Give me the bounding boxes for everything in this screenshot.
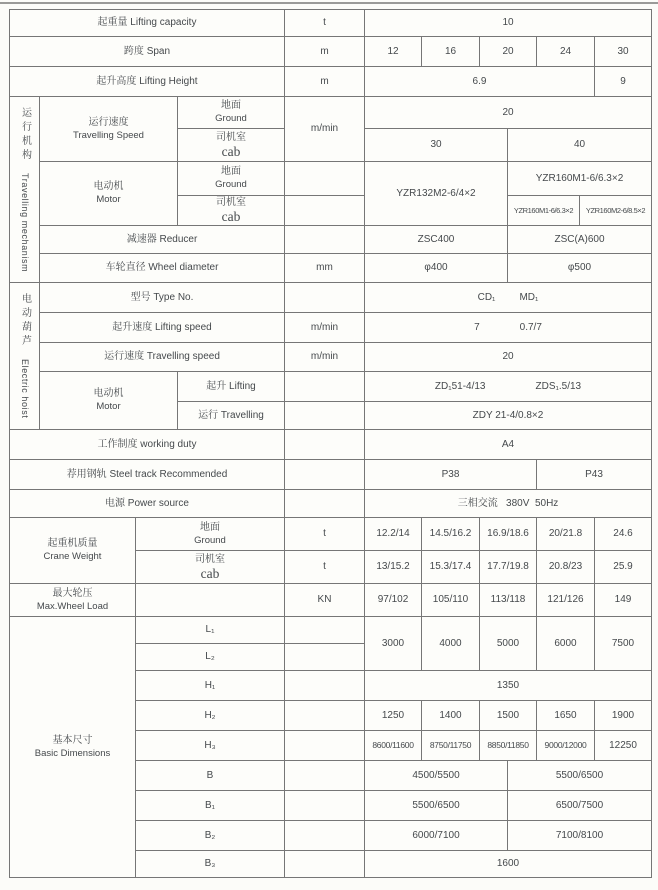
span-value: 30 [594,36,651,66]
dim-b3-value: 1600 [364,850,651,877]
dim-row-label-b3: B₃ [135,850,284,877]
wheel-load-spacer [135,583,284,616]
crane-weight-ground-value: 16.9/18.6 [479,517,536,550]
hoist-motor-unit-travel [284,401,364,429]
dim-row-label-l1: L₁ [135,616,284,643]
power-source-label: 电源 Power source [9,489,284,517]
hoist-travel-speed-label: 运行速度 Travelling speed [39,342,284,371]
travel-speed-label-zh: 运行速度 [88,116,129,128]
cab-label-en: cab [221,209,241,225]
travel-motor-value-right-top: YZR160M1-6/6.3×2 [507,161,651,195]
travel-motor-value-right-bottom-left: YZR160M1-6/6.3×2 [507,195,579,225]
dim-h3-value: 8750/11750 [421,730,479,760]
capacity-value: 10 [364,9,651,36]
dim-b1-value: 6500/7500 [507,790,651,820]
dim-row-label-b1: B₁ [135,790,284,820]
dim-h2-value: 1500 [479,700,536,730]
dim-row-label-b2: B₂ [135,820,284,850]
basic-dimensions-label-en: Basic Dimensions [34,747,111,759]
wheel-load-value: 113/118 [479,583,536,616]
span-value: 16 [421,36,479,66]
crane-weight-ground-value: 24.6 [594,517,651,550]
dim-h3-value: 12250 [594,730,651,760]
hoist-travel-speed-unit: m/min [284,342,364,371]
span-value: 20 [479,36,536,66]
wheel-diameter-value: φ400 [364,253,507,282]
span-unit: m [284,36,364,66]
dim-h3-value: 9000/12000 [536,730,594,760]
hoist-type-unit [284,282,364,312]
crane-weight-cab-value: 20.8/23 [536,550,594,583]
travel-speed-ground-value: 20 [364,96,651,128]
power-source-unit [284,489,364,517]
dim-h1-value: 1350 [364,670,651,700]
hoist-motor-lift-label: 起升 Lifting [177,371,284,401]
reducer-value: ZSC(A)600 [507,225,651,253]
dim-unit-l2 [284,643,364,670]
dim-unit-h1 [284,670,364,700]
reducer-unit [284,225,364,253]
travel-speed-label-en: Travelling Speed [73,129,144,141]
dim-unit-b2 [284,820,364,850]
hoist-type-label: 型号 Type No. [39,282,284,312]
crane-weight-label-en: Crane Weight [43,551,102,563]
crane-weight-cab-label [135,550,284,583]
wheel-load-value: 121/126 [536,583,594,616]
wheel-diameter-value: φ500 [507,253,651,282]
hoist-type-md: MD₁ [519,291,539,303]
wheel-load-label-zh: 最大轮压 [52,587,93,599]
crane-weight-ground-label [135,517,284,550]
dim-unit-b1 [284,790,364,820]
wheel-load-value: 149 [594,583,651,616]
steel-track-value: P43 [536,459,651,489]
travel-motor-value-right-bottom-right: YZR160M2-6/8.5×2 [579,195,651,225]
crane-weight-cab-value: 15.3/17.4 [421,550,479,583]
dim-l-value: 4000 [421,616,479,670]
wheel-load-value: 105/110 [421,583,479,616]
dim-row-label-b: B [135,760,284,790]
dim-unit-b3 [284,850,364,877]
dim-unit-b [284,760,364,790]
working-duty-value: A4 [364,429,651,459]
dim-l-value: 7500 [594,616,651,670]
travel-mechanism-label-en: Travelling mechanism [19,172,30,273]
hoist-lift-speed-value [364,312,651,342]
hoist-lift-speed-label: 起升速度 Lifting speed [39,312,284,342]
dim-row-label-h2: H₂ [135,700,284,730]
wheel-load-label [9,583,135,616]
travel-motor-cab-label [177,195,284,225]
hoist-lift-speed-cd: 7 [474,321,480,333]
travel-motor-unit-cab [284,195,364,225]
hoist-motor-label [39,371,177,429]
ground-label-zh: 地面 [221,100,241,112]
dim-h3-value: 8600/11600 [364,730,421,760]
crane-weight-cab-value: 13/15.2 [364,550,421,583]
hoist-type-cd: CD₁ [477,291,496,303]
wheel-load-label-en: Max.Wheel Load [36,600,109,612]
power-source-value: 三相交流 380V 50Hz [364,489,651,517]
dim-b-value: 4500/5500 [364,760,507,790]
cab-label-en: cab [221,143,241,159]
hoist-motor-lift-value-zds: ZDS₁.5/13 [535,380,582,392]
dim-h2-value: 1250 [364,700,421,730]
electric-hoist-section-label [9,282,39,429]
ground-label-en: Ground [215,113,247,125]
travel-motor-value-left: YZR132M2-6/4×2 [364,161,507,225]
span-label: 跨度 Span [9,36,284,66]
specification-table [9,9,652,878]
dim-b-value: 5500/6500 [507,760,651,790]
crane-weight-label [9,517,135,583]
travel-speed-cab-value: 30 [364,128,507,161]
hoist-motor-travel-value: ZDY 21-4/0.8×2 [364,401,651,429]
ground-label-zh: 地面 [200,521,220,533]
crane-weight-ground-value: 12.2/14 [364,517,421,550]
wheel-load-value: 97/102 [364,583,421,616]
cab-label-zh: 司机室 [216,197,246,209]
hoist-motor-lift-value-zd: ZD₁51-4/13 [434,380,486,392]
basic-dimensions-label [9,616,135,877]
dim-h3-value: 8850/11850 [479,730,536,760]
dim-h2-value: 1900 [594,700,651,730]
ground-label-en: Ground [215,179,247,191]
travel-speed-unit: m/min [284,96,364,161]
electric-hoist-label-en: Electric hoist [19,359,30,419]
dim-l-value: 5000 [479,616,536,670]
lifting-height-label: 起升高度 Lifting Height [9,66,284,96]
hoist-lift-speed-unit: m/min [284,312,364,342]
crane-weight-unit-ground: t [284,517,364,550]
travel-speed-cab-label [177,128,284,161]
dim-h2-value: 1400 [421,700,479,730]
dim-l-value: 6000 [536,616,594,670]
travel-mechanism-section-label [9,96,39,282]
crane-weight-ground-value: 20/21.8 [536,517,594,550]
span-value: 24 [536,36,594,66]
travel-speed-label [39,96,177,161]
ground-label-zh: 地面 [221,166,241,178]
lifting-height-value-30: 9 [594,66,651,96]
hoist-type-value [364,282,651,312]
travel-motor-label [39,161,177,225]
crane-weight-unit-cab: t [284,550,364,583]
crane-weight-cab-value: 25.9 [594,550,651,583]
hoist-motor-lift-value [364,371,651,401]
wheel-diameter-label: 车轮直径 Wheel diameter [39,253,284,282]
travel-motor-label-zh: 电动机 [93,181,124,193]
cab-label-en: cab [200,565,220,581]
electric-hoist-label-zh: 电动葫芦 [19,293,31,350]
travel-mechanism-label-zh: 运行机构 [19,106,31,163]
dim-unit-h3 [284,730,364,760]
hoist-lift-speed-md: 0.7/7 [519,321,542,333]
dim-row-label-h1: H₁ [135,670,284,700]
travel-motor-label-en: Motor [96,194,121,206]
dim-b2-value: 6000/7100 [364,820,507,850]
reducer-value: ZSC400 [364,225,507,253]
hoist-motor-unit-lift [284,371,364,401]
span-value: 12 [364,36,421,66]
lifting-height-value-main: 6.9 [364,66,594,96]
travel-speed-ground-label [177,96,284,128]
cab-label-zh: 司机室 [216,131,246,143]
working-duty-unit [284,429,364,459]
hoist-travel-speed-value: 20 [364,342,651,371]
dim-row-label-h3: H₃ [135,730,284,760]
reducer-label: 减速器 Reducer [39,225,284,253]
cab-label-zh: 司机室 [195,553,225,565]
travel-speed-cab-value: 40 [507,128,651,161]
basic-dimensions-label-zh: 基本尺寸 [52,734,93,746]
dim-h2-value: 1650 [536,700,594,730]
dim-b2-value: 7100/8100 [507,820,651,850]
crane-weight-label-zh: 起重机质量 [47,538,98,550]
hoist-motor-label-zh: 电动机 [93,388,124,400]
crane-weight-cab-value: 17.7/19.8 [479,550,536,583]
ground-label-en: Ground [194,534,226,546]
hoist-motor-travel-label: 运行 Travelling [177,401,284,429]
wheel-load-unit: KN [284,583,364,616]
travel-motor-unit-ground [284,161,364,195]
capacity-unit: t [284,9,364,36]
scan-artifact-line [0,2,658,4]
dim-l-value: 3000 [364,616,421,670]
hoist-motor-label-en: Motor [96,401,121,413]
steel-track-value: P38 [364,459,536,489]
travel-motor-ground-label [177,161,284,195]
dim-unit-h2 [284,700,364,730]
capacity-label: 起重量 Lifting capacity [9,9,284,36]
dim-unit-l1 [284,616,364,643]
crane-weight-ground-value: 14.5/16.2 [421,517,479,550]
steel-track-label: 荐用钢轨 Steel track Recommended [9,459,284,489]
dim-row-label-l2: L₂ [135,643,284,670]
working-duty-label: 工作制度 working duty [9,429,284,459]
dim-b1-value: 5500/6500 [364,790,507,820]
lifting-height-unit: m [284,66,364,96]
steel-track-unit [284,459,364,489]
wheel-diameter-unit: mm [284,253,364,282]
